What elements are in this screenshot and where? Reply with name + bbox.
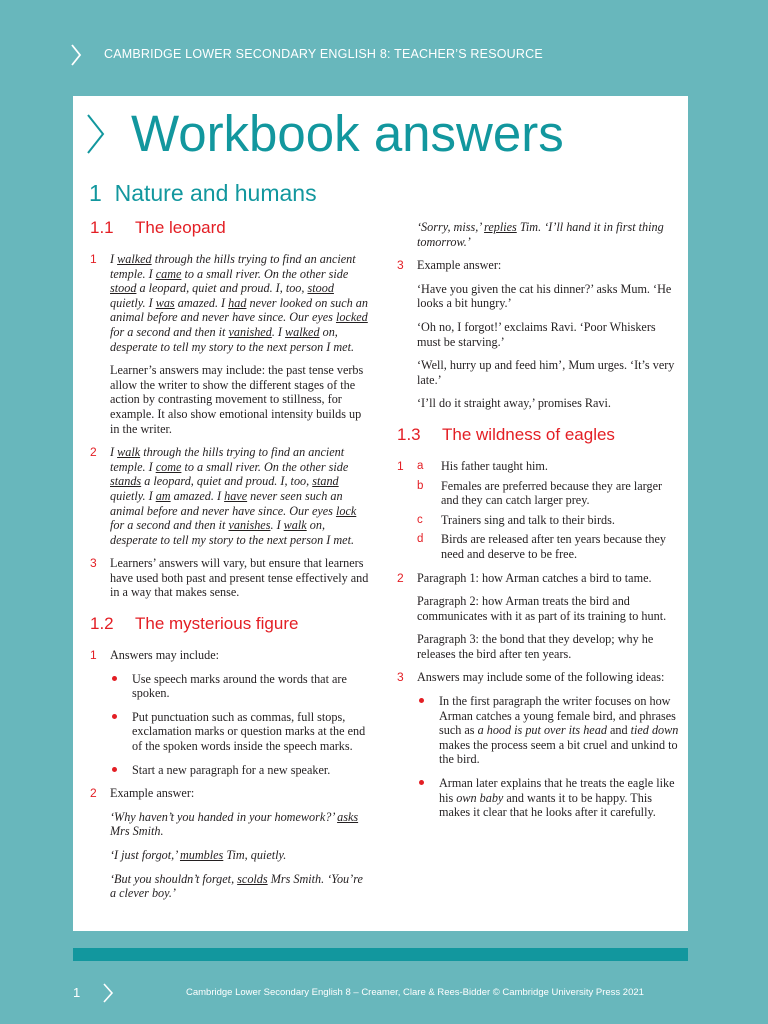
page-header: [0, 38, 768, 72]
question-number: 1: [90, 648, 97, 663]
question-number: 3: [397, 258, 404, 273]
footer-bar: [73, 948, 688, 961]
question-number: 1: [397, 458, 404, 473]
answer-1-1-1: [90, 252, 372, 436]
paragraph-answer: Paragraph 2: how Arman treats the bird and communicates with it as part of its training to hunt.: [417, 594, 667, 623]
section-heading-1-2: 1.2 The mysterious figure: [90, 614, 299, 634]
answer-intro: Answers may include some of the following ideas:: [417, 670, 665, 685]
header-title: CAMBRIDGE LOWER SECONDARY ENGLISH 8: TEACHER’S RESOURCE: [104, 47, 543, 61]
question-number: 2: [397, 570, 404, 585]
question-number: 3: [90, 556, 97, 571]
bullet-icon: [112, 676, 117, 681]
example-line: ‘Oh no, I forgot!’ exclaims Ravi. ‘Poor Whiskers must be starving.’: [417, 319, 656, 349]
answer-1-1-3: [90, 556, 372, 600]
answer-text: Learners’ answers will vary, but ensure that learners have used both past and present tense effectively and in a way that makes sense.: [110, 556, 369, 600]
answer-note: Learner’s answers may include: the past tense verbs allow the writer to show the different stages of the action by contrasting movement to stillness, for example. It also show emotional intensity builds up in the writer.: [110, 363, 364, 436]
answer-1-3-3: [397, 670, 679, 819]
sub-answer-b: b Females are preferred because they are larger and they can catch larger prey.: [417, 478, 663, 508]
question-number: 3: [397, 670, 404, 685]
answer-text: I walked through the hills trying to find an ancient temple. I came to a small river. On the other side stood a leopard, quiet and proud. I, too, stood quietly. I was amazed. I had never looked on such an animal before and never have since. Our eyes locked for a second and then it vanished. I walked on, desperate to tell my story to the next person I met.: [110, 252, 368, 354]
sub-answer-c: c Trainers sing and talk to their birds.: [417, 512, 615, 527]
sub-answer-d: d Birds are released after ten years because they need and deserve to be free.: [417, 532, 667, 561]
answer-text: I walk through the hills trying to find an ancient temple. I come to a small river. On the other side stands a leopard, quiet and proud. I, too, stand quietly. I am amazed. I have never seen such an animal before and never have since. Our eyes lock for a second and then it vanishes. I walk on, desperate to tell my story to the next person I met.: [110, 445, 357, 547]
example-line: ‘Have you given the cat his dinner?’ asks Mum. ‘He looks a bit hungry.’: [417, 281, 672, 311]
paragraph-answer: Paragraph 1: how Arman catches a bird to tame.: [417, 570, 652, 585]
bullet-item: Put punctuation such as commas, full stops, exclamation marks or question marks at the end of the spoken words inside the speech marks.: [110, 710, 372, 754]
chevron-right-icon: [102, 982, 114, 1004]
unit-title: Nature and humans: [114, 180, 317, 206]
page-number: 1: [73, 985, 81, 1000]
bullet-icon: [112, 767, 117, 772]
question-number: 2: [90, 786, 97, 801]
bullet-icon: [112, 714, 117, 719]
answer-intro: Answers may include:: [110, 648, 219, 663]
content-panel: [73, 96, 688, 931]
bullet-item: Start a new paragraph for a new speaker.: [110, 763, 372, 778]
example-line: ‘Sorry, miss,’ replies Tim. ‘I’ll hand it in first thing tomorrow.’: [417, 220, 664, 249]
section-heading-1-1: 1.1 The leopard: [90, 218, 226, 237]
sub-answer-a: a His father taught him.: [417, 458, 548, 473]
paragraph-answer: Paragraph 3: the bond that they develop; why he releases the bird after ten years.: [417, 632, 654, 661]
answer-1-2-3: [397, 258, 679, 411]
example-line: ‘But you shouldn’t forget, scolds Mrs Smith. ‘You’re a clever boy.’: [110, 871, 363, 901]
bullet-icon: [419, 698, 424, 703]
unit-number: 1: [89, 180, 102, 206]
answer-1-3-1: [397, 459, 679, 562]
bullet-item: Use speech marks around the words that are spoken.: [110, 672, 372, 701]
section-heading-1-3: 1.3 The wildness of eagles: [397, 424, 615, 444]
answer-1-3-2: [397, 571, 679, 662]
bullet-icon: [419, 780, 424, 785]
answer-1-2-1: [90, 648, 372, 777]
answer-1-1-2: [90, 445, 372, 547]
example-line: ‘I’ll do it straight away,’ promises Ravi.: [417, 396, 611, 411]
question-number: 1: [90, 252, 97, 266]
title-chevron-icon: [85, 112, 107, 156]
bullet-item: Arman later explains that he treats the eagle like his own baby and wants it to be happy. This makes it clear that he looks after it carefully.: [417, 776, 679, 820]
answer-1-2-2: [90, 786, 372, 901]
unit-heading: [89, 180, 317, 207]
answer-1-2-2-cont: [397, 220, 679, 249]
bullet-item: In the first paragraph the writer focuses on how Arman catches a young female bird, and phrases such as a hood is put over its head and tied down makes the process seem a bit cruel and unkind to the bird.: [417, 694, 679, 767]
page-title: Workbook answers: [131, 105, 564, 162]
left-column: [90, 218, 372, 910]
answer-intro: Example answer:: [417, 258, 502, 273]
chevron-right-icon: [70, 43, 82, 67]
example-line: ‘Well, hurry up and feed him’, Mum urges. ‘It’s very late.’: [417, 358, 675, 387]
example-line: ‘I just forgot,’ mumbles Tim, quietly.: [110, 848, 287, 862]
right-column: [397, 220, 679, 829]
question-number: 2: [90, 445, 97, 460]
answer-intro: Example answer:: [110, 786, 195, 801]
example-line: ‘Why haven’t you handed in your homework?’ asks Mrs Smith.: [110, 809, 359, 839]
copyright-text: Cambridge Lower Secondary English 8 – Creamer, Clare & Rees-Bidder © Cambridge University Press 2021: [186, 987, 644, 998]
